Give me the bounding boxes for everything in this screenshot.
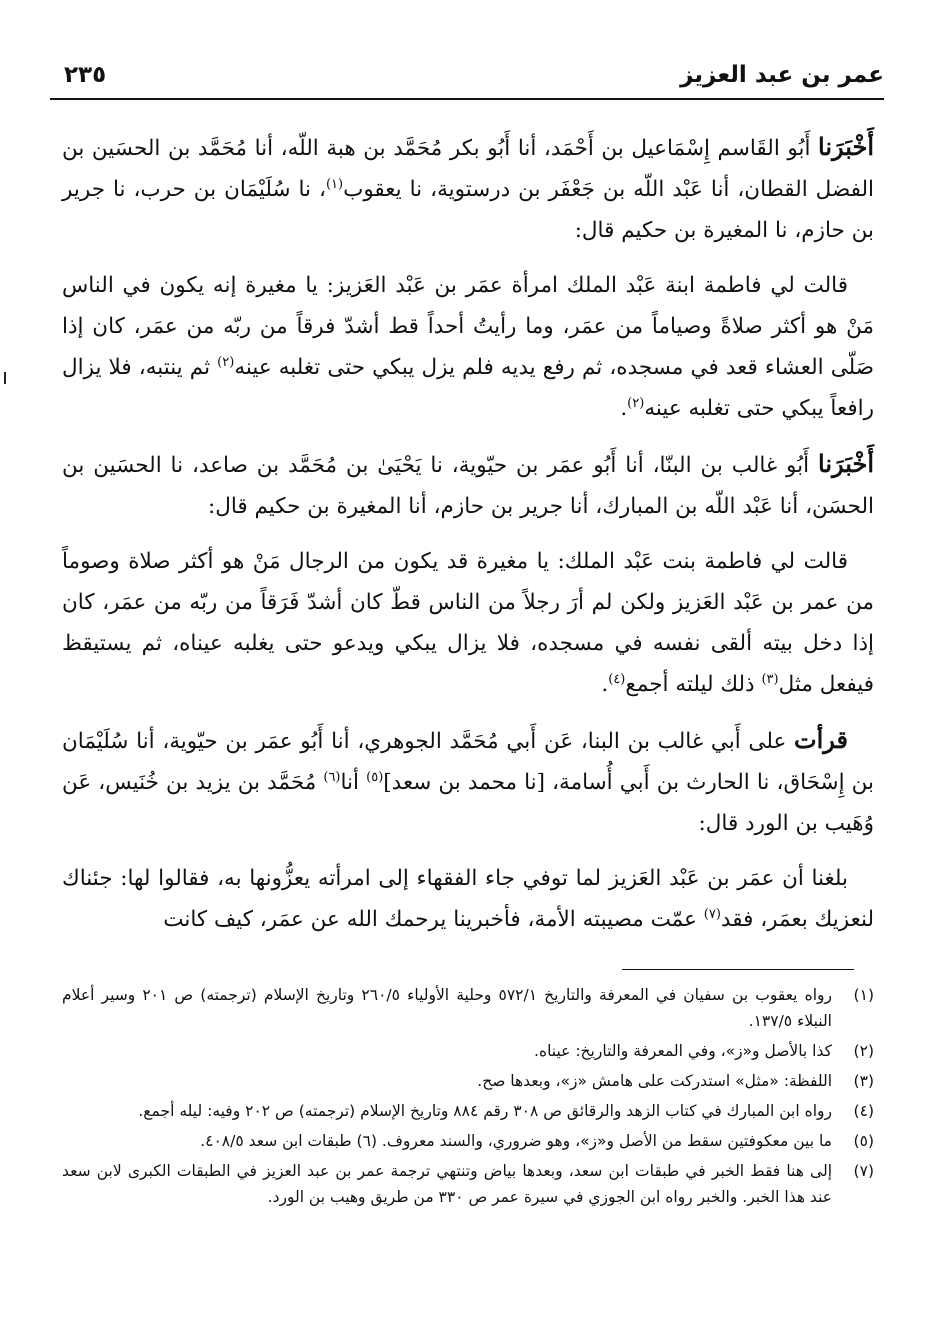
paragraph-3 (62, 443, 874, 527)
footnote-item (62, 1068, 874, 1094)
footnotes (62, 982, 874, 1214)
page-number: ٢٣٥ (64, 62, 107, 88)
paragraph-text-end: . (620, 396, 628, 421)
footnote-ref: (٢) (217, 354, 235, 370)
paragraph-lead-word: قرأت (794, 725, 848, 754)
paragraph-text-end: مُحَمَّد بن يزيد بن خُنَيس، عَن وُهَيب بن الورد قال: (62, 770, 874, 836)
footnote-ref: (٧) (703, 906, 721, 922)
paragraph-1 (62, 126, 874, 251)
paragraph-text-tail: أنا (340, 770, 367, 795)
footnote-item (62, 1038, 874, 1064)
paragraph-text: أَبُو القَاسم إِسْمَاعيل بن أَحْمَد، أنا أَبُو بكر مُحَمَّد بن هبة اللّه، أنا مُحَمَّد بن الحسَين بن الفضل القطان، أنا عَبْد اللّه بن جَعْفَر بن درستوية، نا يعقوب (62, 136, 874, 202)
footnote-ref: (٢) (627, 395, 645, 411)
paragraph-6 (62, 858, 874, 940)
page-header (50, 58, 884, 100)
paragraph-text-tail: ، نا سُلَيْمَان بن حرب، نا جرير بن حازم، نا المغيرة بن حكيم قال: (62, 177, 874, 243)
footnote-number: (٧) (853, 1162, 874, 1180)
paragraph-text: قالت لي فاطمة بنت عَبْد الملك: يا مغيرة قد يكون من الرجال مَنْ هو أكثر صلاة وصوماً من عمر بن عَبْد العَزيز ولكن لم أرَ رجلاً من الناس قطّ كان أشدّ فَرَقاً من ربّه من عمَر، كان إذا دخل بيته ألقى نفسه في مسجده، فلا يزال يبكي ويدعو حتى يغلبه عيناه، ثم يستيقظ فيفعل مثل (62, 549, 874, 697)
paragraph-text: قالت لي فاطمة ابنة عَبْد الملك امرأة عمَر بن عَبْد العَزيز: يا مغيرة إنه يكون في الناس مَنْ هو أكثر صلاةً وصياماً من عمَر، وما رأيتُ أحداً قط أشدّ فرقاً من ربّه من عمَر، كان إذا صَلّى العشاء قعد في مسجده، ثم رفع يديه فلم يزل يبكي حتى تغلبه عينه (62, 273, 875, 380)
footnote-number: (٢) (853, 1042, 874, 1060)
footnote-text: ما بين معكوفتين سقط من الأصل و«ز»، وهو ضروري، والسند معروف. (٦) طبقات ابن سعد ٤٠٨/٥. (200, 1132, 832, 1150)
footnote-ref: (٤) (608, 671, 626, 687)
paragraph-text-tail: ثم ينتبه، فلا يزال رافعاً يبكي حتى تغلبه عينه (62, 355, 874, 421)
paragraph-text-tail: عمّت مصيبته الأمة، فأخبرينا يرحمك الله عن عمَر، كيف كانت (163, 907, 704, 932)
main-text (62, 126, 874, 954)
paragraph-4 (62, 541, 874, 705)
footnote-text: رواه يعقوب بن سفيان في المعرفة والتاريخ ٥٧٢/١ وحلية الأولياء ٢٦٠/٥ وتاريخ الإسلام (ترجمته) ص ٢٠١ وسير أعلام النبلاء ١٣٧/٥. (62, 986, 832, 1030)
footnote-ref: (١) (325, 176, 344, 192)
paragraph-5 (62, 719, 874, 844)
paragraph-2 (62, 265, 874, 429)
footnote-ref: (٣) (761, 671, 779, 687)
footnote-text: كذا بالأصل و«ز»، وفي المعرفة والتاريخ: عيناه. (534, 1042, 832, 1060)
paragraph-text: أَبُو غالب بن البنّا، أنا أَبُو عمَر بن حيّوية، نا يَحْيَىٰ بن مُحَمَّد بن صاعد، نا الحسَين بن الحسَن، أنا عَبْد اللّه بن المبارك، أنا جرير بن حازم، أنا المغيرة بن حكيم قال: (62, 453, 874, 519)
footnote-number: (١) (853, 986, 874, 1004)
running-title: عمر بن عبد العزيز (680, 62, 884, 88)
paragraph-text: بلغنا أن عمَر بن عَبْد العَزيز لما توفي جاء الفقهاء إلى امرأته يعزُّونها به، فقالوا لها: جئناك لنعزيك بعمَر، فقد (62, 866, 874, 932)
footnote-text: إلى هنا فقط الخبر في طبقات ابن سعد، وبعدها بياض وتنتهي ترجمة عمر بن عبد العزيز في الطبقات الكبرى لابن سعد عند هذا الخبر. والخبر رواه ابن الجوزي في سيرة عمر ص ٣٣٠ من طريق وهيب بن الورد. (62, 1162, 832, 1206)
footnote-item (62, 1128, 874, 1154)
footnote-item (62, 1098, 874, 1124)
footnote-item (62, 982, 874, 1034)
footnote-text: اللفظة: «مثل» استدركت على هامش «ز»، وبعدها صح. (477, 1072, 832, 1090)
footnote-text: رواه ابن المبارك في كتاب الزهد والرقائق ص ٣٠٨ رقم ٨٨٤ وتاريخ الإسلام (ترجمته) ص ٢٠٢ وفيه: ليله أجمع. (138, 1102, 832, 1120)
footnote-ref: (٥) (366, 769, 384, 785)
paragraph-text: على أَبي غالب بن البنا، عَن أَبي مُحَمَّد الجوهري، أنا أَبُو عمَر بن حيّوية، أنا سُلَيْمَان بن إِسْحَاق، نا الحارث بن أَبي أُسامة، [نا محمد بن سعد] (62, 729, 874, 795)
footnote-number: (٥) (853, 1132, 874, 1150)
footnote-number: (٣) (853, 1072, 874, 1090)
paragraph-lead-word: أَخْبَرَنا (818, 449, 874, 478)
paragraph-text-end: . (601, 672, 609, 697)
footnote-number: (٤) (853, 1102, 874, 1120)
margin-mark (4, 372, 6, 384)
paragraph-lead-word: أَخْبَرَنا (818, 132, 874, 161)
footnote-item (62, 1158, 874, 1210)
footnote-separator (622, 969, 854, 970)
footnote-ref: (٦) (323, 769, 341, 785)
paragraph-text-tail: ذلك ليلته أجمع (625, 672, 762, 697)
